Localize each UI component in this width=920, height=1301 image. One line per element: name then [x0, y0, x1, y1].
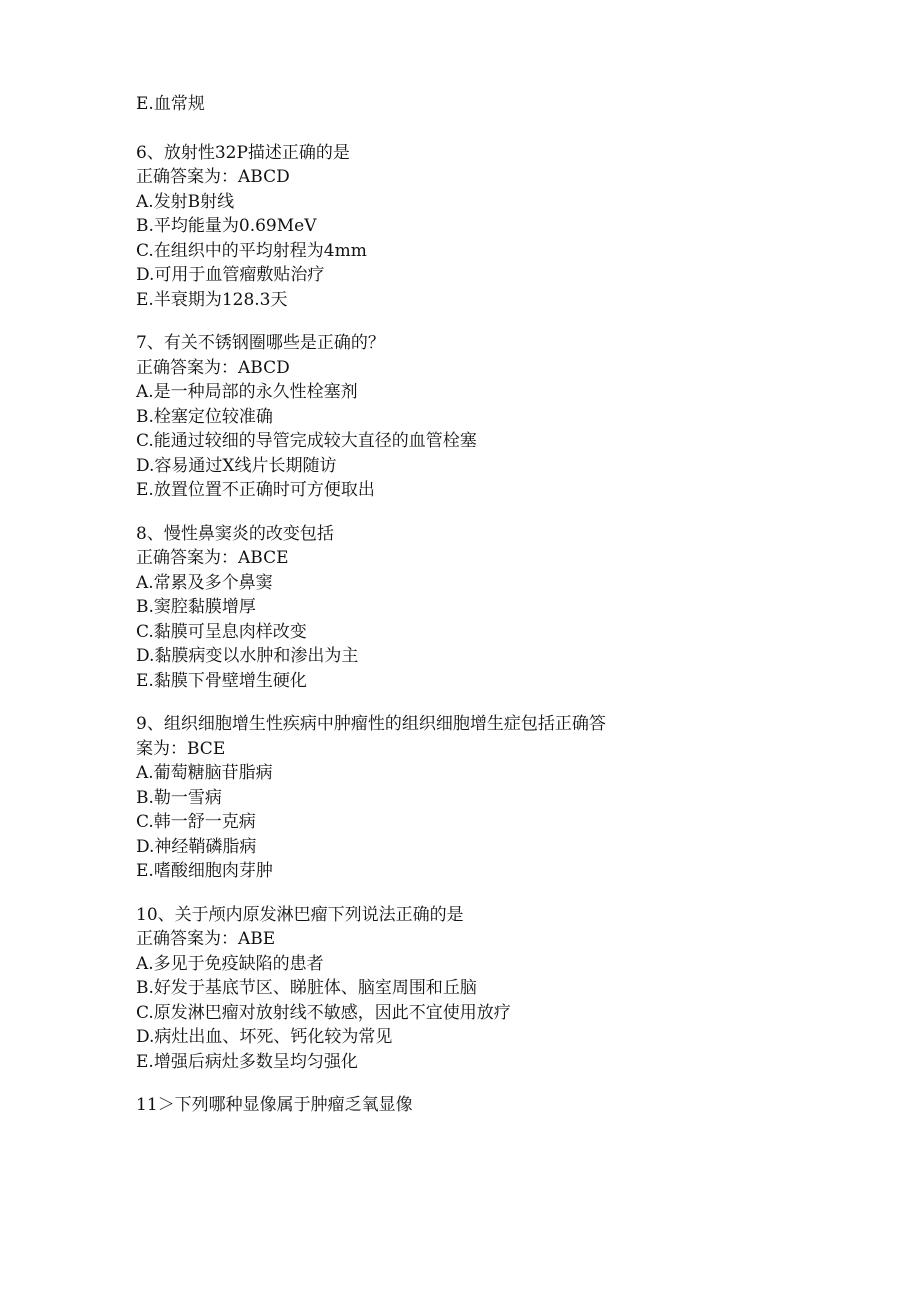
question-block: [136, 903, 856, 1075]
question-title: 9、组织细胞增生性疾病中肿瘤性的组织细胞增生症包括正确答: [136, 714, 606, 734]
option-d: D.神经鞘磷脂病: [136, 836, 257, 857]
question-block: [136, 712, 856, 884]
question-answer: 正确答案为：ABCD: [136, 357, 290, 378]
question-answer: 正确答案为：ABE: [136, 929, 276, 949]
question-block: [136, 331, 856, 503]
option-c: C.韩一舒一克病: [136, 812, 256, 832]
option-c: C.原发淋巴瘤对放射线不敏感，因此不宜使用放疗: [136, 1002, 511, 1023]
document-page: [136, 92, 856, 1118]
option-a: A.多见于免疫缺陷的患者: [136, 953, 324, 974]
option-b: B.好发于基底节区、睇脏体、脑室周围和丘脑: [136, 978, 477, 998]
option-b: B.平均能量为0.69MeV: [136, 216, 317, 236]
option-e: E.黏膜下骨壁增生硬化: [136, 670, 307, 691]
question-block: [136, 1093, 856, 1118]
question-answer: 正确答案为：ABCD: [136, 167, 290, 187]
question-title: 7、有关不锈钢圈哪些是正确的？: [136, 333, 385, 353]
option-b: B.勒一雪病: [136, 787, 222, 808]
option-d: D.可用于血管瘤敷贴治疗: [136, 265, 325, 285]
option-e: E.放置位置不正确时可方便取出: [136, 480, 375, 500]
option-a: A.葡萄糖脑苷脂病: [136, 763, 273, 783]
question-title: 8、慢性鼻窦炎的改变包括: [136, 523, 334, 544]
question-answer: 案为：BCE: [136, 738, 226, 759]
question-title: 6、放射性32P描述正确的是: [136, 142, 350, 163]
option-e: E.增强后病灶多数呈均匀强化: [136, 1051, 358, 1072]
question-block: [136, 141, 856, 313]
question-title: 11＞下列哪种显像属于肿瘤乏氧显像: [136, 1095, 413, 1115]
option-a: A.是一种局部的永久性栓塞剂: [136, 382, 358, 402]
question-block: [136, 522, 856, 694]
option-a: A.常累及多个鼻窦: [136, 572, 273, 593]
option-e: E.半衰期为128.3天: [136, 289, 288, 310]
option-d: D.黏膜病变以水肿和渗出为主: [136, 646, 359, 666]
option-c: C.黏膜可呈息肉样改变: [136, 621, 307, 642]
option-b: B.窦腔黏膜增厚: [136, 597, 256, 617]
option-d: D.病灶出血、坏死、钙化较为常见: [136, 1027, 393, 1047]
option-c: C.在组织中的平均射程为4mm: [136, 240, 367, 261]
leading-option: E.血常规: [136, 94, 205, 114]
option-a: A.发射B射线: [136, 191, 235, 212]
option-b: B.栓塞定位较准确: [136, 406, 273, 427]
question-answer: 正确答案为：ABCE: [136, 548, 289, 568]
option-c: C.能通过较细的导管完成较大直径的血管栓塞: [136, 431, 477, 451]
question-title: 10、关于颅内原发淋巴瘤下列说法正确的是: [136, 904, 464, 925]
option-e: E.嗜酸细胞肉芽肿: [136, 861, 273, 881]
option-d: D.容易通过X线片长期随访: [136, 455, 337, 476]
